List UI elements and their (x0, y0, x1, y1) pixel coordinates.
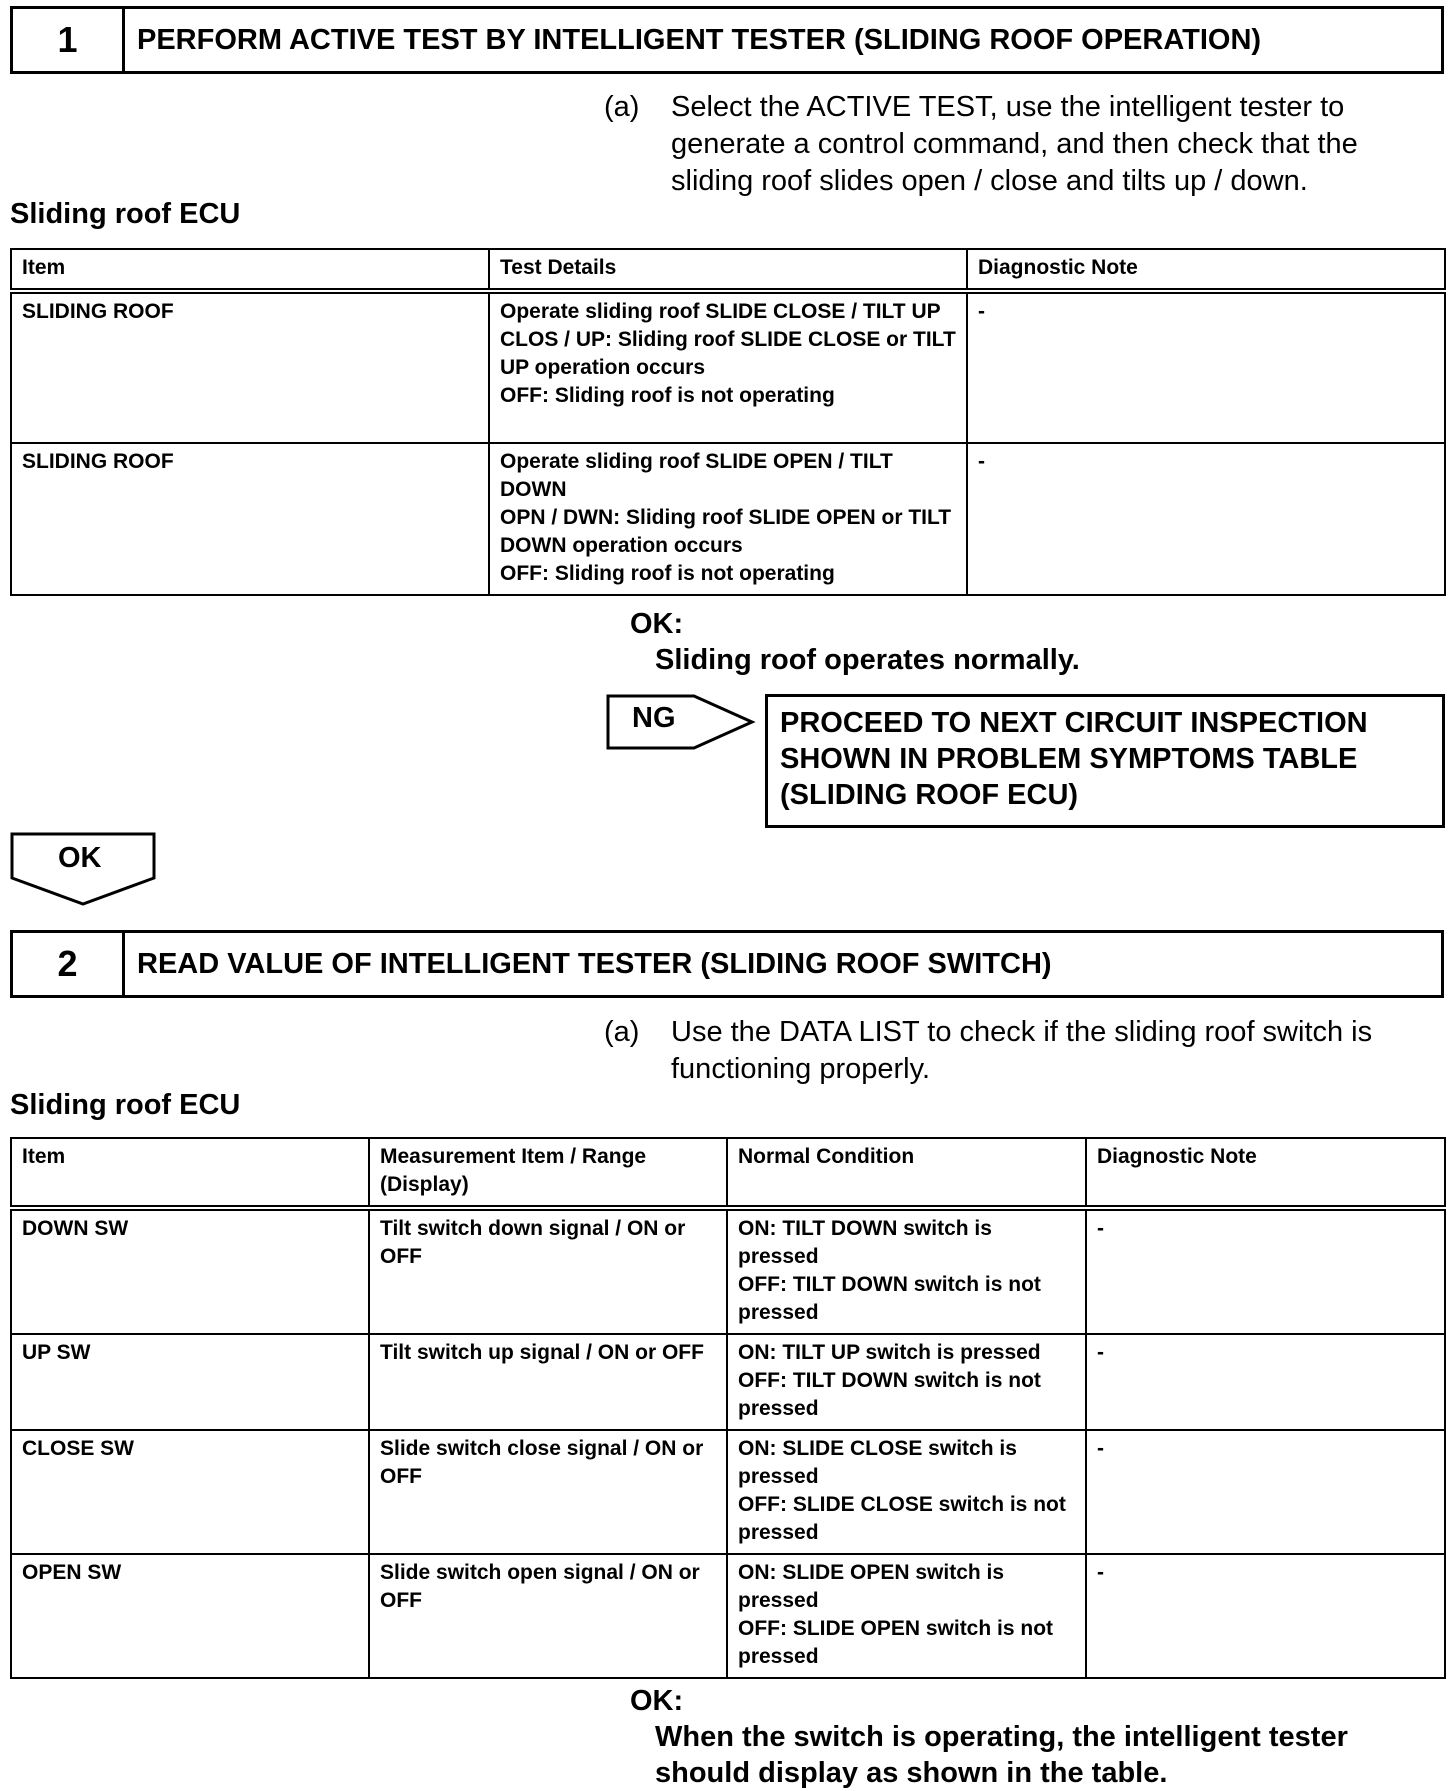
ok-heading: OK: (630, 1685, 684, 1717)
table-row (11, 1208, 1445, 1334)
table-row (11, 443, 1445, 595)
instruction-label: (a) (604, 91, 640, 123)
condition-line: OFF: TILT DOWN switch is not pressed (738, 1273, 1041, 1324)
ok-text-line: should display as shown in the table. (655, 1757, 1168, 1789)
column-header: Item (11, 1138, 369, 1208)
column-header: Diagnostic Note (967, 249, 1445, 291)
note-cell: - (1086, 1208, 1445, 1334)
table-caption: Sliding roof ECU (10, 198, 241, 230)
step-2-number: 2 (13, 933, 125, 995)
step-2-ok-criteria (630, 1683, 1348, 1791)
item-cell: OPEN SW (11, 1554, 369, 1678)
instruction-text: Use the DATA LIST to check if the sliding roof switch is functioning properly. (671, 1016, 1373, 1085)
table-row (11, 1430, 1445, 1554)
ng-arrow (606, 694, 756, 750)
ok-arrow-label: OK (58, 842, 102, 874)
condition-line: OFF: TILT DOWN switch is not pressed (738, 1369, 1041, 1420)
normal-condition-cell (727, 1430, 1086, 1554)
test-details-cell (489, 291, 967, 443)
column-header: Measurement Item / Range (Display) (369, 1138, 727, 1208)
details-line: Operate sliding roof SLIDE CLOSE / TILT UP (500, 300, 941, 323)
step-1-number: 1 (13, 9, 125, 71)
normal-condition-cell (727, 1554, 1086, 1678)
step-2-header (10, 930, 1444, 998)
ok-text: Sliding roof operates normally. (655, 644, 1080, 676)
item-cell: SLIDING ROOF (11, 443, 489, 595)
ok-arrow (10, 832, 156, 906)
condition-line: OFF: SLIDE CLOSE switch is not pressed (738, 1493, 1066, 1544)
details-line: CLOS / UP: Sliding roof SLIDE CLOSE or TILT UP operation occurs (500, 328, 956, 379)
item-cell: DOWN SW (11, 1208, 369, 1334)
ok-text-line: When the switch is operating, the intelligent tester (655, 1721, 1348, 1753)
details-line: OFF: Sliding roof is not operating (500, 384, 835, 407)
ng-result-line: PROCEED TO NEXT CIRCUIT INSPECTION (780, 707, 1368, 739)
step-1-ok-criteria (630, 606, 1080, 678)
ng-result-line: (SLIDING ROOF ECU) (780, 779, 1079, 811)
condition-line: ON: SLIDE OPEN switch is pressed (738, 1561, 1005, 1612)
instruction-text: Select the ACTIVE TEST, use the intelligent tester to generate a control command, and then check that the sliding roof slides open / close and tilts up / down. (671, 91, 1358, 197)
measurement-cell: Tilt switch up signal / ON or OFF (369, 1334, 727, 1430)
item-cell: UP SW (11, 1334, 369, 1430)
ok-heading: OK: (630, 608, 684, 640)
column-header: Test Details (489, 249, 967, 291)
column-header: Item (11, 249, 489, 291)
details-line: OPN / DWN: Sliding roof SLIDE OPEN or TILT DOWN operation occurs (500, 506, 952, 557)
note-cell: - (1086, 1334, 1445, 1430)
ng-result-line: SHOWN IN PROBLEM SYMPTOMS TABLE (780, 743, 1358, 775)
normal-condition-cell (727, 1334, 1086, 1430)
measurement-cell: Slide switch close signal / ON or OFF (369, 1430, 727, 1554)
condition-line: ON: SLIDE CLOSE switch is pressed (738, 1437, 1017, 1488)
condition-line: OFF: SLIDE OPEN switch is not pressed (738, 1617, 1054, 1668)
table-header-row (11, 249, 1445, 291)
test-details-cell (489, 443, 967, 595)
active-test-table (10, 248, 1446, 596)
details-line: Operate sliding roof SLIDE OPEN / TILT DOWN (500, 450, 893, 501)
step-2-title: READ VALUE OF INTELLIGENT TESTER (SLIDING ROOF SWITCH) (137, 947, 1052, 980)
instruction-label: (a) (604, 1016, 640, 1048)
item-cell: CLOSE SW (11, 1430, 369, 1554)
condition-line: ON: TILT UP switch is pressed (738, 1341, 1041, 1364)
note-cell: - (1086, 1554, 1445, 1678)
ng-label: NG (632, 702, 676, 734)
step-2-instruction (604, 1014, 1434, 1088)
item-cell: SLIDING ROOF (11, 291, 489, 443)
note-cell: - (967, 291, 1445, 443)
note-cell: - (967, 443, 1445, 595)
column-header: Normal Condition (727, 1138, 1086, 1208)
condition-line: ON: TILT DOWN switch is pressed (738, 1217, 992, 1268)
ng-result-box (765, 694, 1445, 828)
table-header-row (11, 1138, 1445, 1208)
column-header: Diagnostic Note (1086, 1138, 1445, 1208)
step-1-header (10, 6, 1444, 74)
step-1-title: PERFORM ACTIVE TEST BY INTELLIGENT TESTER (SLIDING ROOF OPERATION) (137, 23, 1262, 56)
measurement-cell: Slide switch open signal / ON or OFF (369, 1554, 727, 1678)
details-line: OFF: Sliding roof is not operating (500, 562, 835, 585)
normal-condition-cell (727, 1208, 1086, 1334)
data-list-table (10, 1137, 1446, 1679)
table-caption: Sliding roof ECU (10, 1089, 241, 1121)
table-row (11, 1334, 1445, 1430)
measurement-cell: Tilt switch down signal / ON or OFF (369, 1208, 727, 1334)
note-cell: - (1086, 1430, 1445, 1554)
table-row (11, 291, 1445, 443)
ng-arrow-shape (606, 694, 756, 750)
table-row (11, 1554, 1445, 1678)
step-1-instruction (604, 89, 1434, 200)
